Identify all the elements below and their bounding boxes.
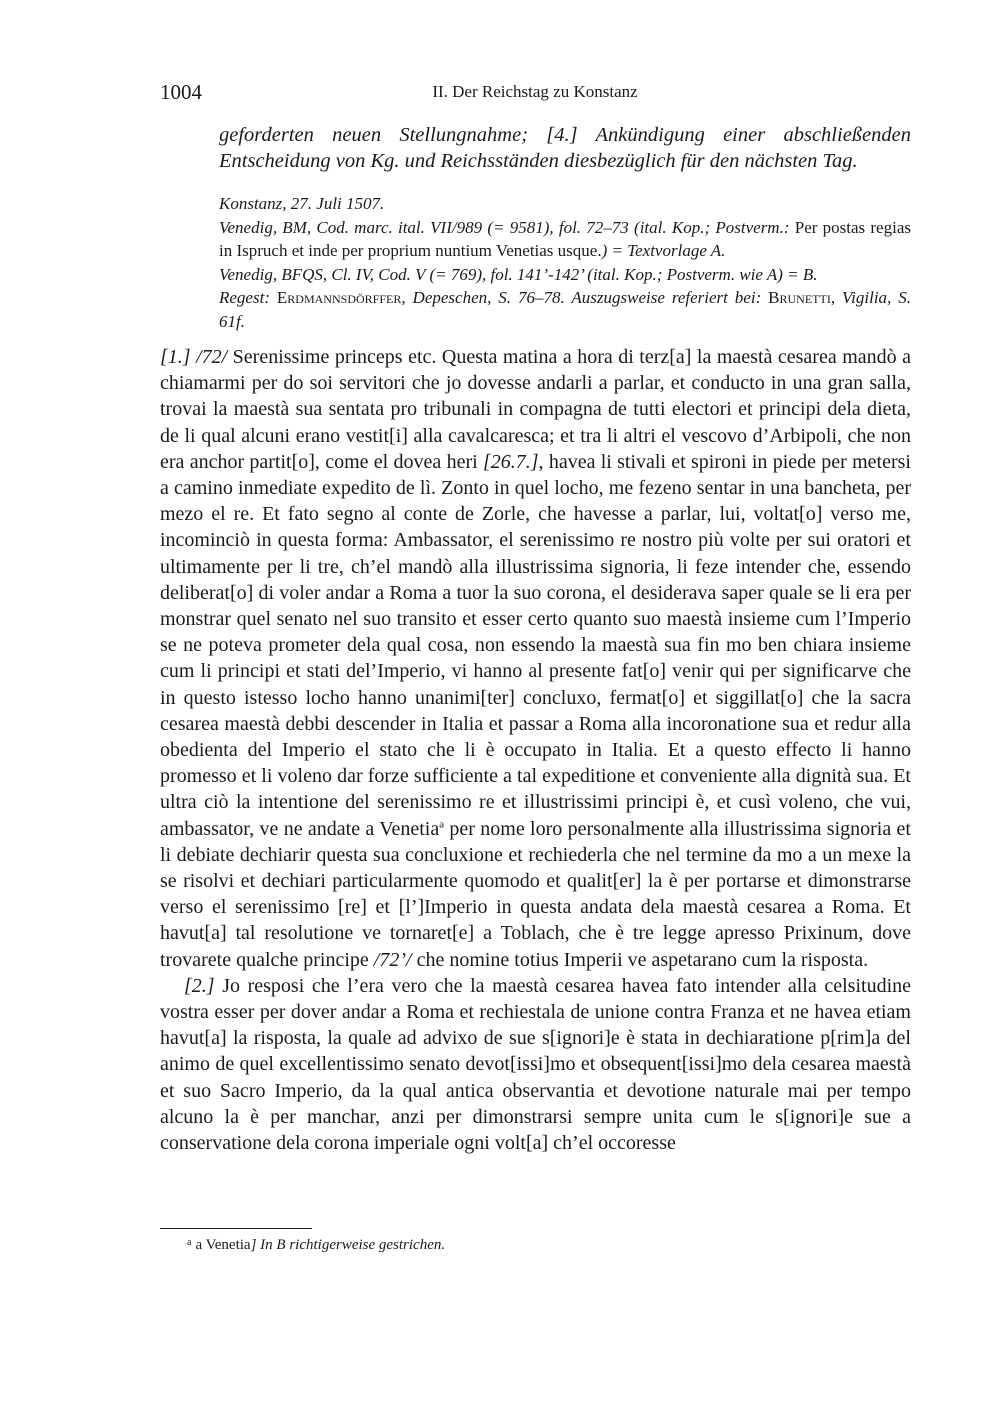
- footnote-mark: a: [187, 1237, 192, 1248]
- footnote: [187, 1233, 445, 1255]
- source-a-roman: Per postas regias in Ispruch et inde per proprium nuntium Venetias usque.: [219, 217, 911, 260]
- regest: [219, 286, 911, 333]
- regest-label: Regest:: [219, 288, 277, 307]
- paragraph-1-text-a: Serenissime princeps etc. Questa matina a hora di terz[a] la maestà cesarea mandò a chiamarmi per do soi servitori che jo dovesse andarli a parlar, et conducto in una gran salla, trovai la maestà sua sentata pro tribunali in compagna de tutti electori et principi dela dieta, de li qual alcuni erano vestit[i] alla cavalcaresca; et tra li altri el vescovo d’Arbipoli, che non era anchor partit[o], come el dovea heri: [160, 346, 911, 473]
- paragraph-2-number: [2.]: [184, 974, 215, 997]
- footnote-rule: [160, 1228, 312, 1229]
- paragraph-1-text-c: per nome loro personalmente alla illustrissima signoria et li debiate dechiarir questa sua concluxione et rechiederla che nel termine da mo a un mexe la se risolvi et dechiari particularmente quomodo et qualit[er] la è per portarse et dimonstrarse verso el serenissimo [re] et [l’]Imperio in questa andata dela maestà cesarea a Roma. Et havut[a] tal resolutione ve tornaret[e] a Toblach, che è tre legge apresso Prixinum, dove trovarete qualche principe: [160, 817, 911, 971]
- source-a-italic: Venedig, BM, Cod. marc. ital. VII/989 (= 9581), fol. 72–73 (ital. Kop.; Postverm.:: [219, 217, 790, 237]
- regest-author-1: Erdmannsdörffer: [276, 288, 402, 307]
- regest-text-2: , Vigilia, S. 61f.: [219, 288, 911, 331]
- source-a: [219, 216, 911, 263]
- footnote-text: ] In B richtigerweise gestrichen.: [250, 1237, 446, 1253]
- source-b: Venedig, BFQS, Cl. IV, Cod. V (= 769), fol. 141’-142’ (ital. Kop.; Postverm. wie A) = B.: [219, 264, 818, 284]
- source-a-end: ) = Textvorlage A.: [601, 241, 726, 260]
- paragraph-2-text: Jo resposi che l’era vero che la maestà cesarea havea fato intender alla celsitudine vostra esser per dover andar a Roma et rechiestala de unione contra Franza et ne havea etiam havut[a] la risposta, la quale ad advixo de sue s[ignori]e è stata in dechiaratione p[rim]a del animo de quel excellentissimo senato devot[issi]mo et obsequent[issi]mo dela cesarea maestà et suo Sacro Imperio, da la qual antica observantia et devotione naturale mai per tempo alcuno la è per manchar, anzi per dimonstrarsi sempre unita cum le s[ignori]e sue a conservatione dela corona imperiale ogni volt[a] ch’el occoresse: [160, 974, 911, 1155]
- paragraph-1-text-d: che nomine totius Imperii ve aspetarano cum la risposta.: [411, 948, 869, 971]
- footnote-lemma: a Venetia: [195, 1237, 251, 1253]
- paragraph-1-number: [1.] /72/: [160, 346, 228, 368]
- regest-author-2: Brunetti: [768, 288, 831, 307]
- source-apparatus: [219, 192, 911, 333]
- document-summary: geforderten neuen Stellungnahme; [4.] Ankündigung einer abschließenden Entscheidung von Kg. und Reichsständen diesbezüglich für den nächsten Tag.: [219, 124, 911, 172]
- footnote-marker: a: [439, 818, 445, 830]
- paragraph-2: [160, 973, 911, 1156]
- date-reference: [26.7.]: [482, 450, 539, 473]
- regest-text-1: , Depeschen, S. 76–78. Auszugsweise referiert bei:: [401, 288, 769, 307]
- paragraph-1-text-b: , havea li stivali et spironi in piede per metersi a camino inmediate expedito de lì. Zonto in quel locho, me fezeno sentar in una bancheta, per mezo el re. Et fato segno al conte de Zorle, che havesse a parlar, lui, voltat[o] verso me, incominciò in questa forma: Ambassator, el serenissimo re nostro più volte per sui oratori et ultimamente per li tre, ch’el mandò alla illustrissima signoria, li feze intender che, essendo deliberat[o] di voler andar a Roma a tuor la suo corona, el desiderava saper quale se li era per monstrar quel senato nel suo transito et esser certo quanto suo maestà insieme cum l’Imperio se ne poteva prometer dela qual cosa, non essendo la maestà sua fin mo ben chiara insieme cum li principi et stati del’Imperio, vi hanno al presente fat[o] venir qui per significarve che in questo istesso locho hanno unanimi[ter] concluxo, fermat[o] et siggillat[o] che la sacra cesarea maestà debbi descender in Italia et passar a Roma alla incoronatione sua et redur alla obedienta del Imperio el stato che li è occupato in Italia. Et a questo effecto li hanno promesso et li voleno dar forze sufficiente a tal expeditione et conveniente alla dignità sua. Et ultra ciò la intentione del serenissimo re et illustrissimi principi è, et cusì voleno, che vui, ambassator, ve ne andate a Venetia: [160, 450, 911, 840]
- letter-body: [160, 344, 911, 1156]
- paragraph-1: [160, 344, 911, 973]
- folio-marker: /72’/: [373, 948, 412, 971]
- page-number: 1004: [160, 80, 202, 104]
- place-date: Konstanz, 27. Juli 1507.: [219, 194, 385, 213]
- running-title: II. Der Reichstag zu Konstanz: [432, 82, 638, 101]
